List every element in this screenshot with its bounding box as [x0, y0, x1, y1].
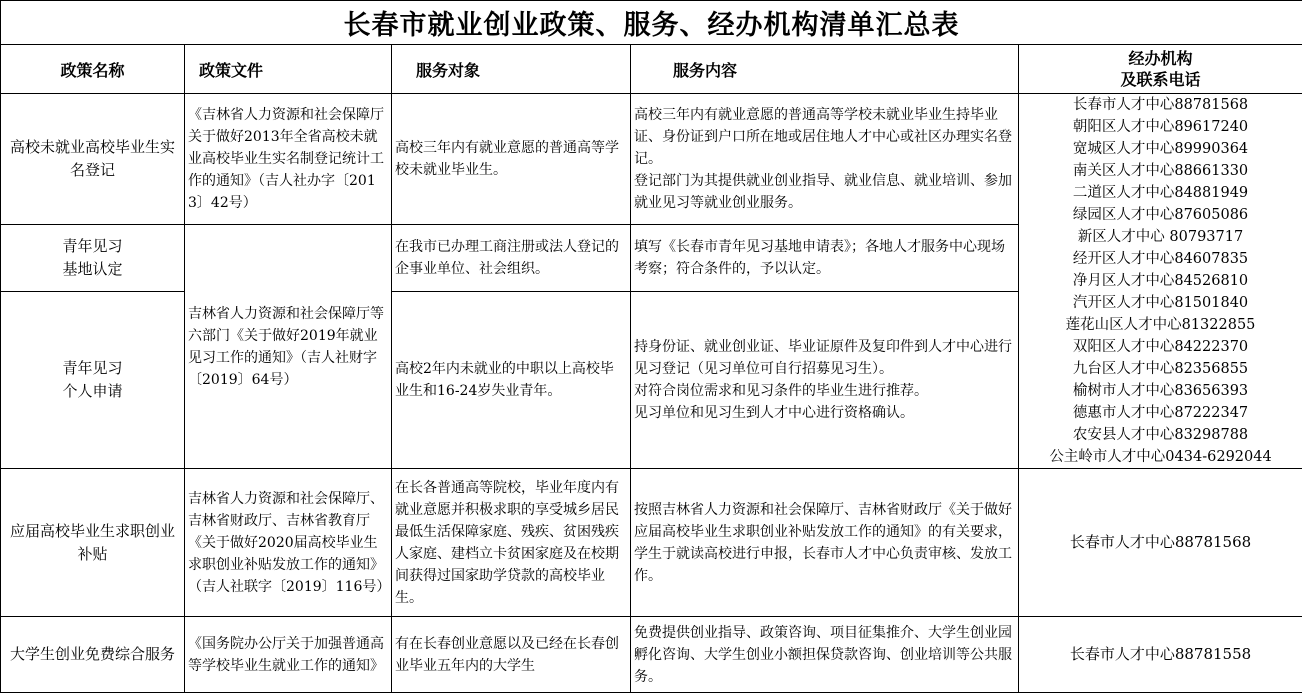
policy-name-cell: 高校未就业高校毕业生实名登记: [1, 94, 185, 225]
agency-item: 公主岭市人才中心0434-6292044: [1022, 446, 1299, 468]
service-content-cell: 高校三年内有就业意愿的普通高等学校未就业毕业生持毕业证、身份证到户口所在地或居住地人才中心或社区办理实名登记。 登记部门为其提供就业创业指导、就业信息、就业培训、参加就业见习等就业创业服务。: [631, 94, 1019, 225]
agency-cell: 长春市人才中心88781568: [1019, 469, 1302, 617]
agency-item: 新区人才中心 80793717: [1022, 226, 1299, 248]
policy-doc-cell: 《吉林省人力资源和社会保障厅关于做好2013年全省高校未就业高校毕业生实名制登记统计工作的通知》（吉人社办字〔2013〕42号）: [185, 94, 392, 225]
service-target-cell: 高校2年内未就业的中职以上高校毕业生和16-24岁失业青年。: [392, 292, 631, 469]
service-content-cell: 填写《长春市青年见习基地申请表》；各地人才服务中心现场考察；符合条件的，予以认定。: [631, 225, 1019, 292]
service-target-cell: 有在长春创业意愿以及已经在长春创业毕业五年内的大学生: [392, 617, 631, 693]
header-policy-name: 政策名称: [1, 45, 185, 94]
policy-name-cell: 大学生创业免费综合服务: [1, 617, 185, 693]
header-agency: 经办机构 及联系电话: [1019, 45, 1302, 94]
agency-item: 德惠市人才中心87222347: [1022, 402, 1299, 424]
table-row: [1, 617, 1302, 693]
service-target-cell: 在我市已办理工商注册或法人登记的企事业单位、社会组织。: [392, 225, 631, 292]
agency-item: 九台区人才中心82356855: [1022, 358, 1299, 380]
agency-list-cell: [1019, 94, 1302, 469]
agency-item: 汽开区人才中心81501840: [1022, 292, 1299, 314]
policy-doc-cell: 《国务院办公厅关于加强普通高等学校毕业生就业工作的通知》: [185, 617, 392, 693]
agency-item: 宽城区人才中心89990364: [1022, 138, 1299, 160]
header-service-content: 服务内容: [631, 45, 1019, 94]
policy-name-cell: 应届高校毕业生求职创业补贴: [1, 469, 185, 617]
policy-name-cell: 青年见习 个人申请: [1, 292, 185, 469]
header-service-target: 服务对象: [392, 45, 631, 94]
agency-cell: 长春市人才中心88781558: [1019, 617, 1302, 693]
policy-doc-cell: 吉林省人力资源和社会保障厅、吉林省财政厅、吉林省教育厅《关于做好2020届高校毕业生求职创业补贴发放工作的通知》（吉人社联字〔2019〕116号）: [185, 469, 392, 617]
agency-item: 朝阳区人才中心89617240: [1022, 116, 1299, 138]
policy-name-cell: 青年见习 基地认定: [1, 225, 185, 292]
service-content-cell: 免费提供创业指导、政策咨询、项目征集推介、大学生创业园孵化咨询、大学生创业小额担保贷款咨询、创业培训等公共服务。: [631, 617, 1019, 693]
agency-item: 双阳区人才中心84222370: [1022, 336, 1299, 358]
agency-item: 南关区人才中心88661330: [1022, 160, 1299, 182]
service-content-cell: 持身份证、就业创业证、毕业证原件及复印件到人才中心进行见习登记（见习单位可自行招募见习生）。 对符合岗位需求和见习条件的毕业生进行推荐。 见习单位和见习生到人才中心进行资格确认。: [631, 292, 1019, 469]
agency-item: 榆树市人才中心83656393: [1022, 380, 1299, 402]
service-target-cell: 高校三年内有就业意愿的普通高等学校未就业毕业生。: [392, 94, 631, 225]
service-target-cell: 在长各普通高等院校，毕业年度内有就业意愿并积极求职的享受城乡居民最低生活保障家庭、残疾、贫困残疾人家庭、建档立卡贫困家庭及在校期间获得过国家助学贷款的高校毕业生。: [392, 469, 631, 617]
agency-item: 经开区人才中心84607835: [1022, 248, 1299, 270]
header-policy-doc: 政策文件: [185, 45, 392, 94]
agency-item: 莲花山区人才中心81322855: [1022, 314, 1299, 336]
table-row: [1, 469, 1302, 617]
agency-item: 绿园区人才中心87605086: [1022, 204, 1299, 226]
table-row: [1, 94, 1302, 225]
policy-doc-cell: 吉林省人力资源和社会保障厅等六部门《关于做好2019年就业见习工作的通知》（吉人社财字〔2019〕64号）: [185, 225, 392, 469]
agency-item: 长春市人才中心88781568: [1022, 94, 1299, 116]
header-row: [1, 45, 1302, 94]
page-title: 长春市就业创业政策、服务、经办机构清单汇总表: [1, 1, 1302, 45]
agency-item: 净月区人才中心84526810: [1022, 270, 1299, 292]
agency-item: 农安县人才中心83298788: [1022, 424, 1299, 446]
service-content-cell: 按照吉林省人力资源和社会保障厅、吉林省财政厅《关于做好应届高校毕业生求职创业补贴发放工作的通知》的有关要求，学生于就读高校进行申报，长春市人才中心负责审核、发放工作。: [631, 469, 1019, 617]
agency-item: 二道区人才中心84881949: [1022, 182, 1299, 204]
